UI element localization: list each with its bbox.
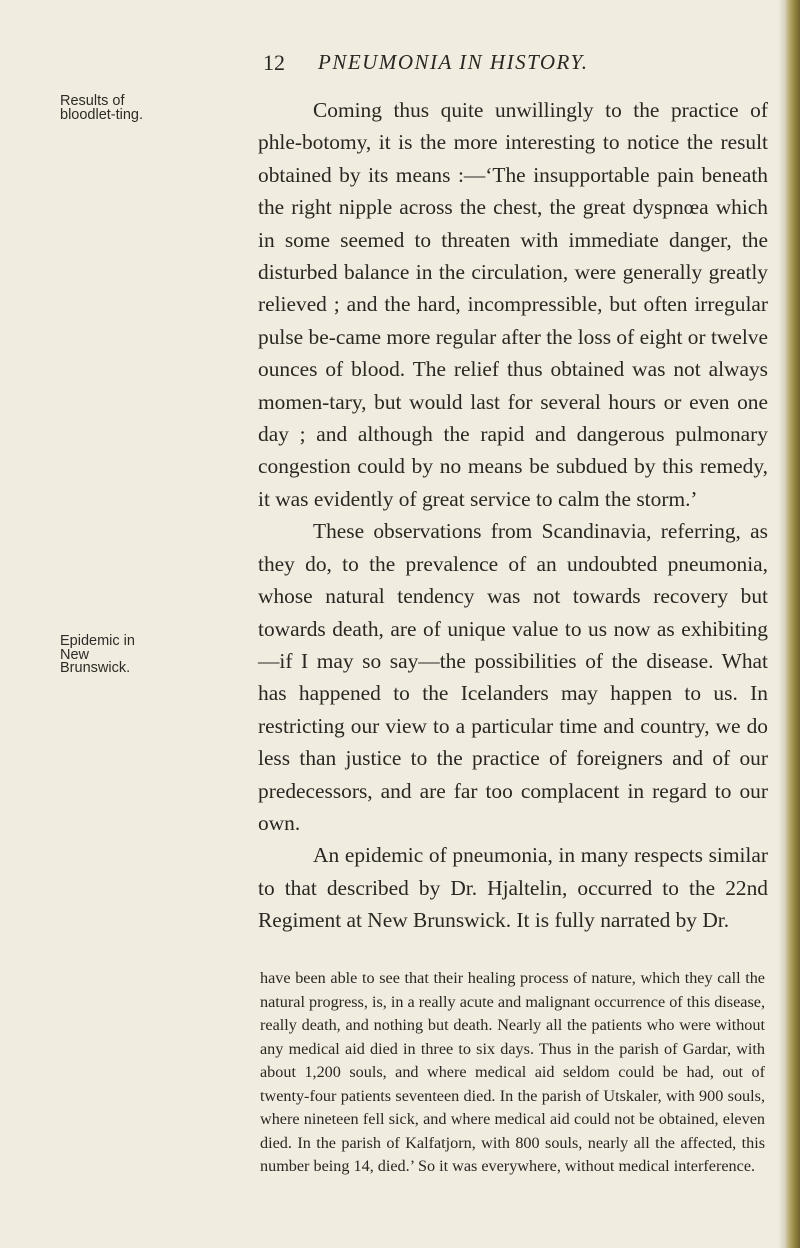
paragraph-1: Coming thus quite unwillingly to the practice of phle-botomy, it is the more interesting to notice the result obtained by its means :—‘The insupportable pain beneath the right nipple across the chest, the great dyspnœa which in some seemed to threaten with immediate danger, the disturbed balance in the circulation, were generally greatly relieved ; and the hard, incompressible, but often irregular pulse be-came more regular after the loss of eight or twelve ounces of blood. The relief thus obtained was not always momen-tary, but would last for several hours or even one day ; and although the rapid and dangerous pulmonary congestion could by no means be subdued by this remedy, it was evidently of great service to calm the storm.’ (258, 98, 768, 511)
running-head (0, 50, 800, 80)
paragraph-2: These observations from Scandinavia, referring, as they do, to the prevalence of an undoubted pneumonia, whose natural tendency was not towards recovery but towards death, are of unique value to us now as exhibiting—if I may so say—the possibilities of the disease. What has happened to the Icelanders may happen to us. In restricting our view to a particular time and country, we do less than justice to the practice of foreigners and of our predecessors, and are far too complacent in regard to our own. (258, 519, 768, 835)
page-edge-binding (786, 0, 800, 1248)
page-number: 12 (263, 50, 285, 75)
main-text (258, 94, 768, 937)
sidenote-epidemic-new-brunswick: Epidemic in New Brunswick. (60, 633, 135, 676)
paragraph-3: An epidemic of pneumonia, in many respects similar to that described by Dr. Hjaltelin, occurred to the 22nd Regiment at New Brunswick. It is fully narrated by Dr. (258, 843, 768, 933)
footnote-text: have been able to see that their healing process of nature, which they call the natural progress, is, in a really acute and malignant occurrence of this disease, really death, and nothing but death. Nearly all the patients who were without any medical aid died in three to six days. Thus in the parish of Gardar, with about 1,200 souls, and where medical aid seldom could be had, out of twenty-four patients seventeen died. In the parish of Utskaler, with 900 souls, where nineteen fell sick, and where medical aid could not be obtained, eleven died. In the parish of Kalfatjorn, with 800 souls, nearly all the affected, this number being 14, died.’ So it was everywhere, without medical interference. (260, 969, 765, 1175)
running-title: PNEUMONIA IN HISTORY. (318, 50, 589, 74)
sidenote-results-of-bloodletting: Results of bloodlet-ting. (60, 93, 144, 123)
footnote (260, 967, 765, 1179)
page-edge-shadow (778, 0, 786, 1248)
